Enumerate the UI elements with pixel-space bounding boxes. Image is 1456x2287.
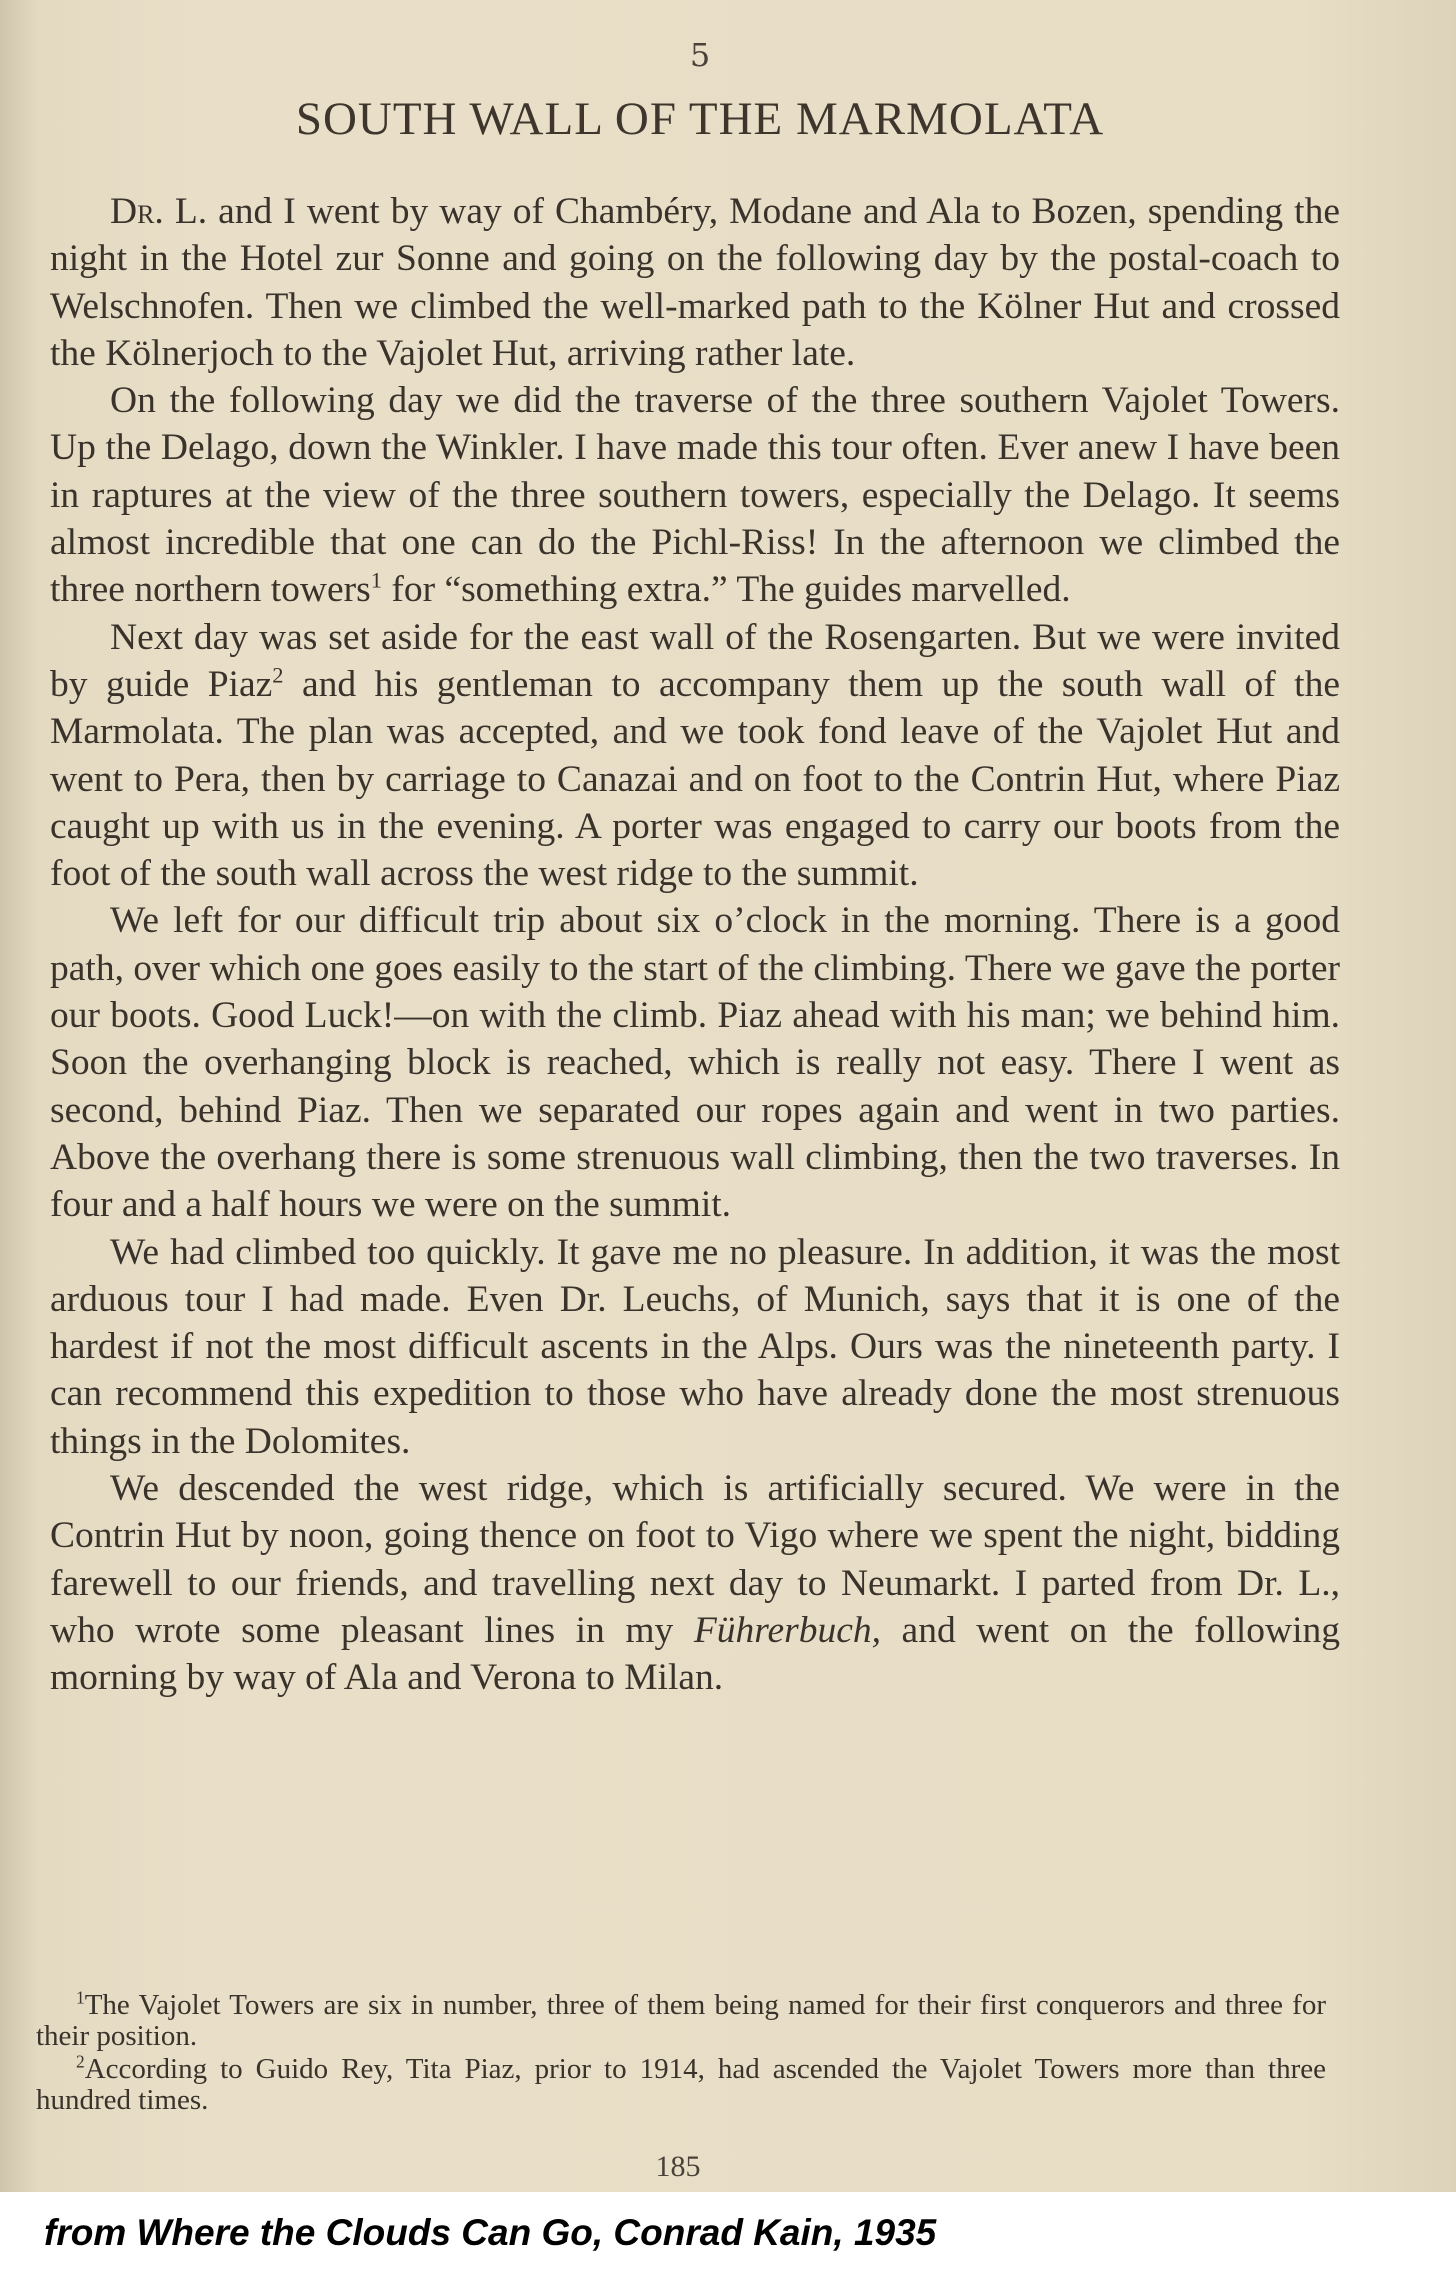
paragraph-6-text-a: We descended the west ridge, which is artificially secured. We were in the Contrin Hut by noon, going thence on foot to Vigo where we spent the night, bidding farewell to our friends, and travelling next day to Neumarkt. I parted from Dr. L., who wrote some pleasant lines in my (50, 1468, 1340, 1651)
page-number: 185 (655, 2150, 701, 2183)
source-caption: from Where the Clouds Can Go, Conrad Kain, 1935 (44, 2212, 937, 2253)
paragraph-1-lead: Dr. (110, 191, 164, 232)
footnote-2-text: According to Guido Rey, Tita Piaz, prior to 1914, had ascended the Vajolet Towers more than three hundred times. (36, 2053, 1326, 2116)
footnote-1-mark: 1 (76, 1987, 85, 2008)
paragraph-6-text-b: and went on the following morning by way of Ala and Verona to Milan. (50, 1609, 1340, 1699)
paragraph-1-text: L. and I went by way of Chambéry, Modane and Ala to Bozen, spending the night in the Hotel zur Sonne and going on the following day by the postal-coach to Welschnofen. Then we climbed the well-marked path to the Kölner Hut and crossed the Kölnerjoch to the Vajolet Hut, arriving rather late. (50, 191, 1340, 374)
footnote-ref-2: 2 (272, 662, 284, 688)
footnotes (36, 1987, 1326, 2118)
footnote-ref-1: 1 (370, 567, 382, 593)
chapter-number: 5 (689, 36, 711, 74)
body-text (50, 188, 1340, 1702)
paragraph-3-text-a: Next day was set aside for the east wall of the Rosengarten. But we were invited by guide Piaz (50, 616, 1340, 705)
chapter-title: SOUTH WALL OF THE MARMOLATA (295, 93, 1105, 145)
footnote-2 (36, 2051, 1326, 2116)
paragraph-2-text-b: for “something extra.” The guides marvelled. (381, 569, 1071, 611)
paragraph-4: We left for our difficult trip about six o’clock in the morning. There is a good path, over which one goes easily to the start of the climbing. There we gave the porter our boots. Good Luck!—on with the climb. Piaz ahead with his man; we behind him. Soon the overhanging block is reached, which is really not easy. There I went as second, behind Piaz. Then we separated our ropes again and went in two parties. Above the overhang there is some strenuous wall climbing, then the two traverses. In four and a half hours we were on the summit. (50, 900, 1340, 1226)
footnote-1-text: The Vajolet Towers are six in number, three of them being named for their first conquerors and three for their position. (36, 1989, 1326, 2052)
paragraph-3-text-b: and his gentleman to accompany them up the south wall of the Marmolata. The plan was accepted, and we took fond leave of the Vajolet Hut and went to Pera, then by carriage to Canazai and on foot to the Contrin Hut, where Piaz caught up with us in the evening. A porter was engaged to carry our boots from the foot of the south wall across the west ridge to the summit. (50, 663, 1340, 895)
paragraph-3 (50, 614, 1340, 898)
footnote-1 (36, 1987, 1326, 2052)
paragraph-6 (50, 1465, 1340, 1701)
paragraph-5: We had climbed too quickly. It gave me no pleasure. In addition, it was the most arduous tour I had made. Even Dr. Leuchs, of Munich, says that it is one of the hardest if not the most difficult ascents in the Alps. Ours was the nineteenth party. I can recommend this expedition to those who have already done the most strenuous things in the Dolomites. (50, 1231, 1340, 1462)
paragraph-2-text-a: On the following day we did the traverse of the three southern Vajolet Towers. Up the Delago, down the Winkler. I have made this tour often. Ever anew I have been in raptures at the view of the three southern towers, especially the Delago. It seems almost incredible that one can do the Pichl-Riss! In the afternoon we climbed the three northern towers (50, 380, 1340, 611)
paragraph-1 (50, 188, 1340, 377)
footnote-2-mark: 2 (76, 2051, 85, 2072)
paragraph-6-italic: Führerbuch, (693, 1609, 881, 1651)
paragraph-2 (50, 377, 1340, 613)
